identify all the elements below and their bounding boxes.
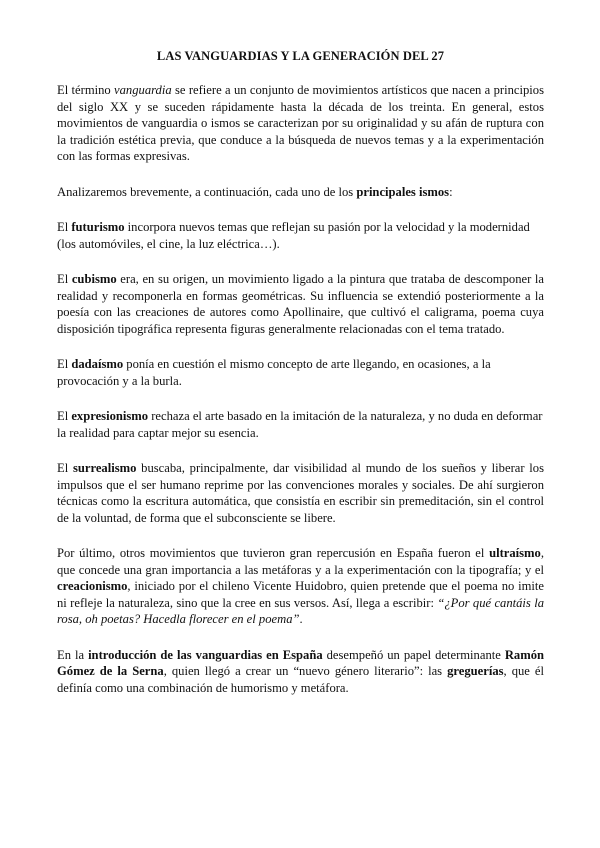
- paragraph-espana: [57, 647, 544, 697]
- paragraph-surrealismo: [57, 460, 544, 526]
- text: desempeñó un papel determinante: [322, 647, 505, 662]
- text: Por último, otros movimientos que tuvieron gran repercusión en España fueron el: [57, 546, 490, 560]
- text: buscaba, principalmente, dar visibilidad al mundo de los sueños y liberar los impulsos que el ser humano reprime por las convenciones morales y sociales. De ahí surgieron técnicas como la escritura automática, que consistía en escribir sin premeditación, sin el control de la voluntad, de forma que el subconsciente se libere.: [57, 461, 545, 525]
- bold-term: Ramón Gómez de la Serna: [57, 647, 545, 678]
- bold-term: dadaísmo: [71, 357, 124, 371]
- text: incorpora nuevos temas que reflejan su pasión por la velocidad y la modernidad (los automóviles, el cine, la luz eléctrica…).: [57, 220, 530, 251]
- text: En la: [57, 647, 89, 662]
- paragraph-expresionismo: [57, 408, 544, 441]
- text: rechaza el arte basado en la imitación de la naturaleza, y no duda en deformar la realidad para captar mejor su esencia.: [57, 409, 543, 440]
- bold-term: expresionismo: [71, 409, 149, 423]
- bold-term: creacionismo: [57, 579, 128, 593]
- paragraph-dadaismo: [57, 356, 544, 389]
- bold-term: greguerías: [447, 664, 504, 678]
- text: El: [57, 409, 72, 423]
- text: , quien llegó a crear un “nuevo género literario”: las: [163, 664, 448, 678]
- paragraph-ultraismo-creacionismo: [57, 545, 544, 628]
- text: , que él definía como una combinación de humorismo y metáfora.: [57, 664, 545, 695]
- paragraph-ismos: [57, 184, 544, 201]
- text: El: [57, 461, 73, 475]
- text: , iniciado por el chileno Vicente Huidobro, quien pretende que el poema no imite ni refleje la naturaleza, sino que la cree en sus versos. Así, llega a escribir:: [57, 579, 544, 610]
- text: .: [299, 612, 303, 626]
- text: , que concede una gran importancia a las metáforas y a la experimentación con la tipografía; y el: [57, 546, 544, 577]
- text: se refiere a un conjunto de movimientos artísticos que nacen a principios del siglo XX y se suceden rápidamente hasta la década de los treinta. En general, estos movimientos de vanguardia o ismos se caracterizan por su originalidad y su afán de ruptura con la tradición estética previa, que conduce a la búsqueda de nuevos temas y a la experimentación con las formas expresivas.: [57, 83, 544, 163]
- text: El: [57, 357, 72, 371]
- bold-term: surrealismo: [72, 461, 137, 475]
- paragraph-intro: [57, 82, 544, 165]
- paragraph-futurismo: [57, 219, 544, 252]
- bold-term: introducción de las vanguardias en España: [88, 647, 323, 662]
- document-title: LAS VANGUARDIAS Y LA GENERACIÓN DEL 27: [156, 49, 445, 63]
- text: El: [57, 220, 72, 234]
- bold-term: principales ismos: [356, 184, 450, 199]
- bold-term: ultraísmo: [489, 546, 541, 560]
- text: ponía en cuestión el mismo concepto de arte llegando, en ocasiones, a la provocación y a la burla.: [57, 357, 491, 388]
- bold-term: cubismo: [71, 272, 117, 286]
- paragraph-cubismo: [57, 271, 544, 337]
- text: era, en su origen, un movimiento ligado a la pintura que trataba de descomponer la realidad y recomponerla en formas geométricas. Su influencia se extendió posteriormente a la poesía con las creaciones de autores como Apollinaire, que cultivó el caligrama, poema cuya disposición tipográfica representa figuras generalmente relacionadas con el tema tratado.: [57, 272, 544, 336]
- bold-term: futurismo: [71, 220, 125, 234]
- text: Analizaremos brevemente, a continuación, cada uno de los: [57, 184, 357, 199]
- text: El término: [57, 83, 115, 97]
- italic-quote: “¿Por qué cantáis la rosa, oh poetas? Hacedla florecer en el poema”: [57, 595, 544, 626]
- text: El: [57, 272, 72, 286]
- text: :: [449, 184, 453, 199]
- document-page: [57, 48, 544, 715]
- italic-term: vanguardia: [114, 83, 172, 97]
